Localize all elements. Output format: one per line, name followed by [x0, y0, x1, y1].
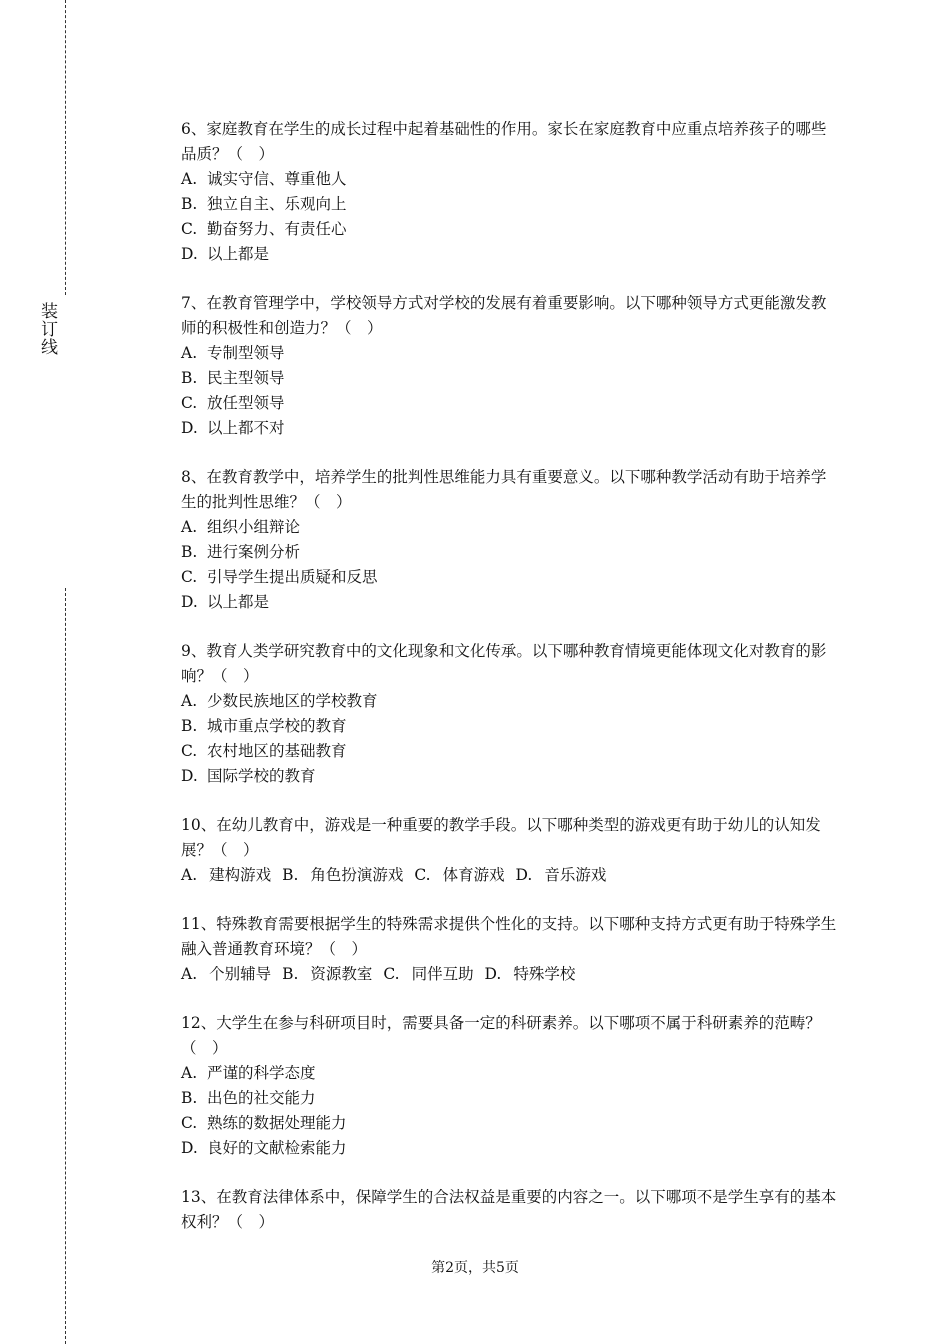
question-stem: 11、特殊教育需要根据学生的特殊需求提供个性化的支持。以下哪种支持方式更有助于特殊学生融入普通教育环境？（ ） — [181, 915, 837, 958]
option-a: A. 严谨的科学态度 — [181, 1064, 316, 1082]
question-stem: 13、在教育法律体系中，保障学生的合法权益是重要的内容之一。以下哪项不是学生享有的基本权利？（ ） — [181, 1188, 837, 1231]
option-a: A. 少数民族地区的学校教育 — [181, 692, 378, 710]
page-number: 第2页，共5页 — [431, 1260, 519, 1276]
option-c: C. 放任型领导 — [181, 394, 285, 412]
question-stem: 9、教育人类学研究教育中的文化现象和文化传承。以下哪种教育情境更能体现文化对教育的影响？（ ） — [181, 642, 827, 685]
option-d: D. 以上都是 — [181, 593, 270, 611]
option-b: B. 民主型领导 — [181, 369, 285, 387]
option-c: C. 熟练的数据处理能力 — [181, 1114, 347, 1132]
question-stem: 12、大学生在参与科研项目时，需要具备一定的科研素养。以下哪项不属于科研素养的范畴？（ ） — [181, 1014, 821, 1057]
binding-dashed-line-top — [65, 0, 66, 295]
question-7 — [181, 291, 841, 441]
inline-options — [181, 962, 841, 987]
question-11 — [181, 912, 841, 987]
binding-line-label: 装订线 — [37, 302, 57, 356]
option-a: A. 个别辅导 — [181, 965, 272, 983]
option-b: B. 城市重点学校的教育 — [181, 717, 347, 735]
question-13 — [181, 1185, 841, 1235]
option-d: D. 国际学校的教育 — [181, 767, 316, 785]
question-6 — [181, 117, 841, 267]
question-10 — [181, 813, 841, 888]
option-a: A. 专制型领导 — [181, 344, 285, 362]
question-8 — [181, 465, 841, 615]
option-d: D. 良好的文献检索能力 — [181, 1139, 347, 1157]
question-12 — [181, 1011, 841, 1161]
option-c: C. 引导学生提出质疑和反思 — [181, 568, 378, 586]
question-list — [181, 117, 841, 1259]
option-b: B. 资源教室 — [282, 965, 373, 983]
question-stem: 7、在教育管理学中，学校领导方式对学校的发展有着重要影响。以下哪种领导方式更能激发教师的积极性和创造力？（ ） — [181, 294, 827, 337]
option-d: D. 以上都是 — [181, 245, 270, 263]
option-c: C. 农村地区的基础教育 — [181, 742, 347, 760]
option-b: B. 进行案例分析 — [181, 543, 301, 561]
option-b: B. 角色扮演游戏 — [282, 866, 404, 884]
option-a: A. 建构游戏 — [181, 866, 272, 884]
option-a: A. 诚实守信、尊重他人 — [181, 170, 347, 188]
option-c: C. 勤奋努力、有责任心 — [181, 220, 347, 238]
inline-options — [181, 863, 841, 888]
option-d: D. 以上都不对 — [181, 419, 285, 437]
question-stem: 10、在幼儿教育中，游戏是一种重要的教学手段。以下哪种类型的游戏更有助于幼儿的认知发展？（ ） — [181, 816, 821, 859]
option-c: C. 体育游戏 — [414, 866, 505, 884]
option-d: D. 特殊学校 — [484, 965, 576, 983]
option-d: D. 音乐游戏 — [515, 866, 607, 884]
option-a: A. 组织小组辩论 — [181, 518, 301, 536]
question-9 — [181, 639, 841, 789]
question-stem: 6、家庭教育在学生的成长过程中起着基础性的作用。家长在家庭教育中应重点培养孩子的哪些品质？（ ） — [181, 120, 827, 163]
option-b: B. 独立自主、乐观向上 — [181, 195, 347, 213]
question-stem: 8、在教育教学中，培养学生的批判性思维能力具有重要意义。以下哪种教学活动有助于培养学生的批判性思维？（ ） — [181, 468, 827, 511]
binding-dashed-line-bottom — [65, 588, 66, 1344]
option-c: C. 同伴互助 — [383, 965, 474, 983]
option-b: B. 出色的社交能力 — [181, 1089, 316, 1107]
